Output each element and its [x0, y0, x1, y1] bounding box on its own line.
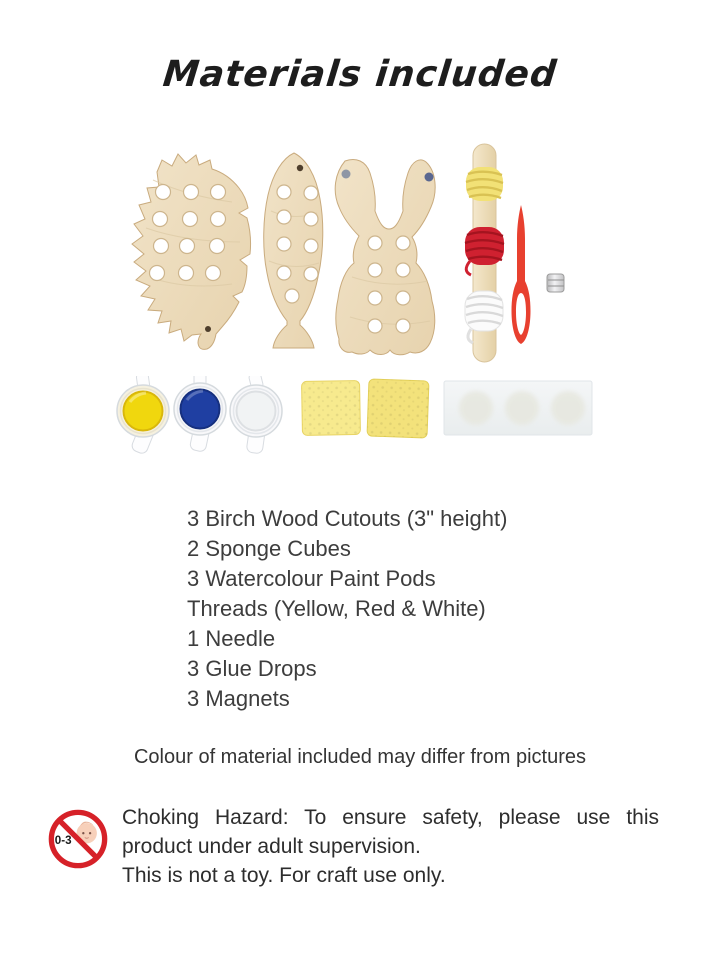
magnet-discs — [547, 274, 564, 292]
warning-line2: product under adult supervision. — [122, 835, 421, 858]
sponge-cube-2 — [367, 379, 429, 438]
bunny-body — [335, 160, 435, 355]
warning-line1: Choking Hazard: To ensure safety, please use this — [122, 806, 659, 829]
age-label: 0-3 — [54, 833, 72, 847]
warning-line3: This is not a toy. For craft use only. — [122, 864, 446, 887]
glue-strip-icon — [442, 379, 594, 439]
materials-list-item: Threads (Yellow, Red & White) — [187, 596, 486, 621]
bunny-ear-hole-left — [342, 170, 351, 179]
hedgehog-nose-hole — [205, 326, 211, 332]
bunny-cutout-icon — [332, 157, 447, 357]
glue-drops — [459, 391, 585, 425]
thread-stick-icon — [461, 141, 507, 365]
materials-list-item: 3 Glue Drops — [187, 656, 317, 681]
colour-note: Colour of material included may differ from pictures — [133, 746, 587, 768]
age-restriction-icon — [47, 808, 109, 870]
hedgehog-cutout-icon — [128, 150, 254, 352]
needle-icon — [510, 203, 532, 347]
sponge-cube-1 — [302, 380, 361, 435]
materials-list-item: 3 Birch Wood Cutouts (3" height) — [187, 506, 508, 531]
paint-pod-blue — [174, 376, 226, 452]
materials-list-item: 3 Watercolour Paint Pods — [187, 566, 436, 591]
paint-pods-icon — [110, 376, 286, 468]
materials-list — [187, 504, 507, 714]
needle-body — [512, 205, 531, 344]
paint-pod-yellow — [117, 376, 169, 455]
fish-top-hole — [297, 165, 303, 171]
yellow-thread — [466, 167, 503, 201]
warning-text — [122, 803, 659, 890]
materials-list-item: 1 Needle — [187, 626, 276, 651]
materials-list-item: 3 Magnets — [187, 686, 290, 711]
page-title: Materials included — [161, 54, 559, 95]
bunny-ear-hole-right — [425, 173, 434, 182]
paint-pod-white — [230, 376, 282, 454]
materials-list-item: 2 Sponge Cubes — [187, 536, 351, 561]
sponge-cubes-icon — [298, 376, 432, 440]
fish-cutout-icon — [259, 151, 327, 351]
choking-warning — [47, 803, 659, 890]
magnet-stack-icon — [545, 271, 567, 295]
